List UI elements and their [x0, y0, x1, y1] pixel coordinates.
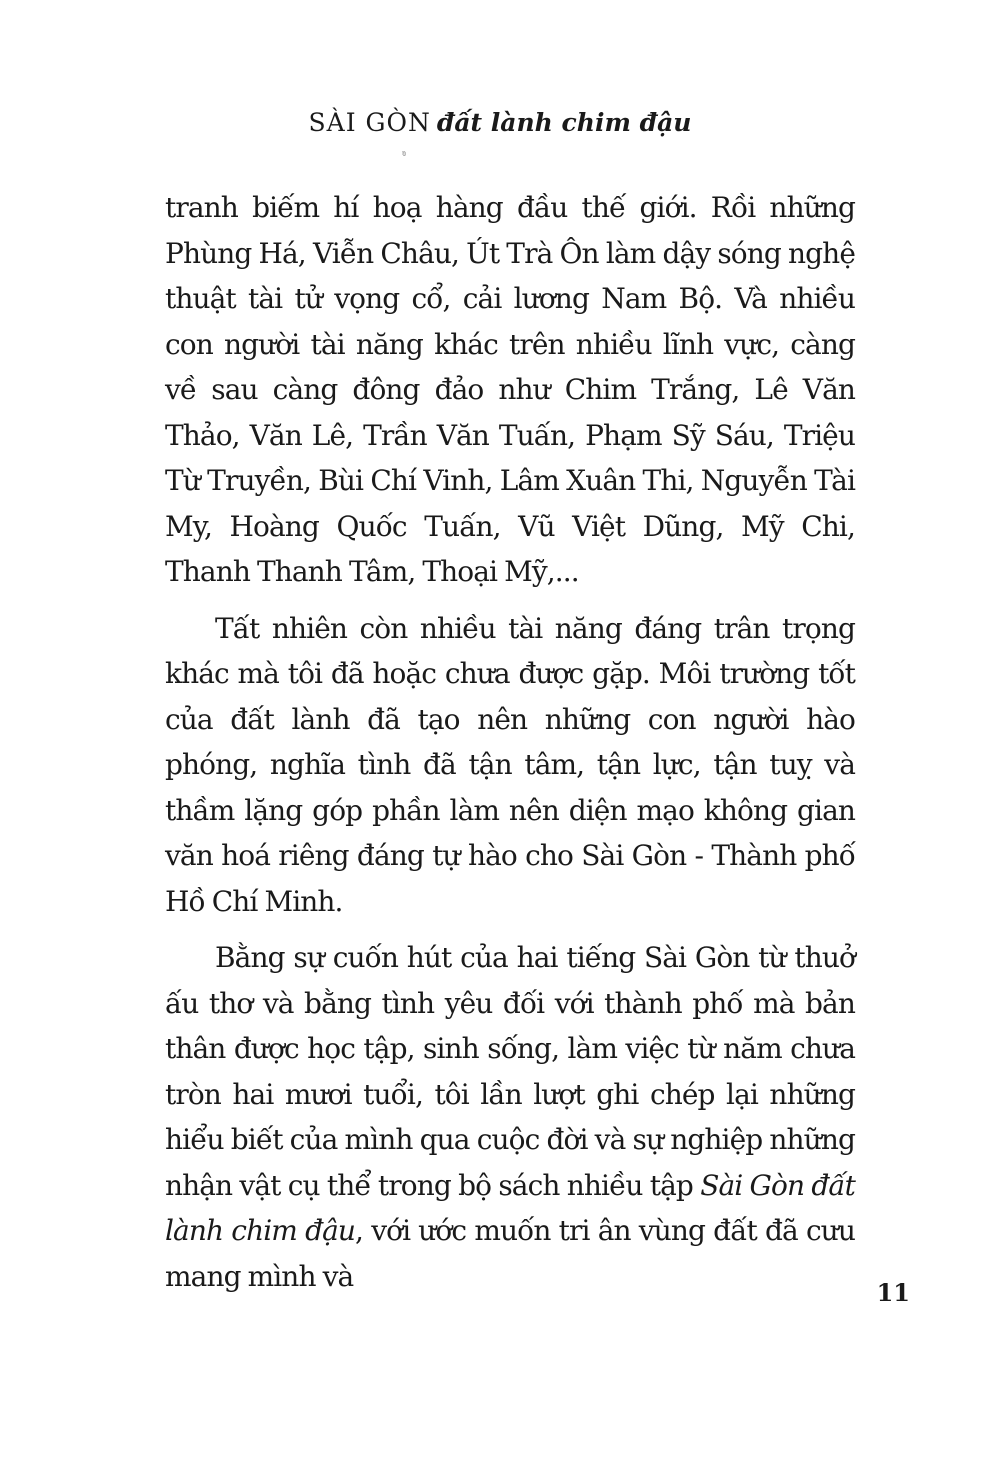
paragraph-1: tranh biếm hí hoạ hàng đầu thế giới. Rồi những Phùng Há, Viễn Châu, Út Trà Ôn làm dậy sóng nghệ thuật tài tử vọng cổ, cải lương Nam Bộ. Và nhiều con người tài năng khác trên nhiều lĩnh vực, càng về sau càng đông đảo như Chim Trắng, Lê Văn Thảo, Văn Lê, Trần Văn Tuấn, Phạm Sỹ Sáu, Triệu Từ Truyền, Bùi Chí Vinh, Lâm Xuân Thi, Nguyễn Tài My, Hoàng Quốc Tuấn, Vũ Việt Dũng, Mỹ Chi, Thanh Thanh Tâm, Thoại Mỹ,... [165, 191, 855, 588]
paragraph-3-text-before: Bằng sự cuốn hút của hai tiếng Sài Gòn từ thuở ấu thơ và bằng tình yêu đối với thành phố mà bản thân được học tập, sinh sống, làm việc từ năm chưa tròn hai mươi tuổi, tôi lần lượt ghi chép lại những hiểu biết của mình qua cuộc đời và sự nghiệp những nhận vật cụ thể trong bộ sách nhiều tập [165, 941, 855, 1202]
body-text [165, 185, 855, 1299]
page-number: 11 [876, 1278, 910, 1307]
running-header-title: SÀI GÒN [308, 108, 431, 137]
paragraph-3-text-after: , với ước muốn tri ân vùng đất đã cưu mang mình và [165, 1214, 856, 1293]
paragraph-2: Tất nhiên còn nhiều tài năng đáng trân trọng khác mà tôi đã hoặc chưa được gặp. Môi trường tốt của đất lành đã tạo nên những con người hào phóng, nghĩa tình đã tận tâm, tận lực, tận tuỵ và thầm lặng góp phần làm nên diện mạo không gian văn hoá riêng đáng tự hào cho Sài Gòn - Thành phố Hồ Chí Minh. [165, 611, 855, 918]
paragraph-3 [165, 935, 855, 1299]
running-header-subtitle: đất lành chim đậu [436, 108, 692, 137]
header-ornament: ᵑ [402, 150, 406, 161]
book-title: Sài Gòn đất lành chim đậu [165, 1168, 855, 1247]
running-header [0, 108, 1000, 137]
